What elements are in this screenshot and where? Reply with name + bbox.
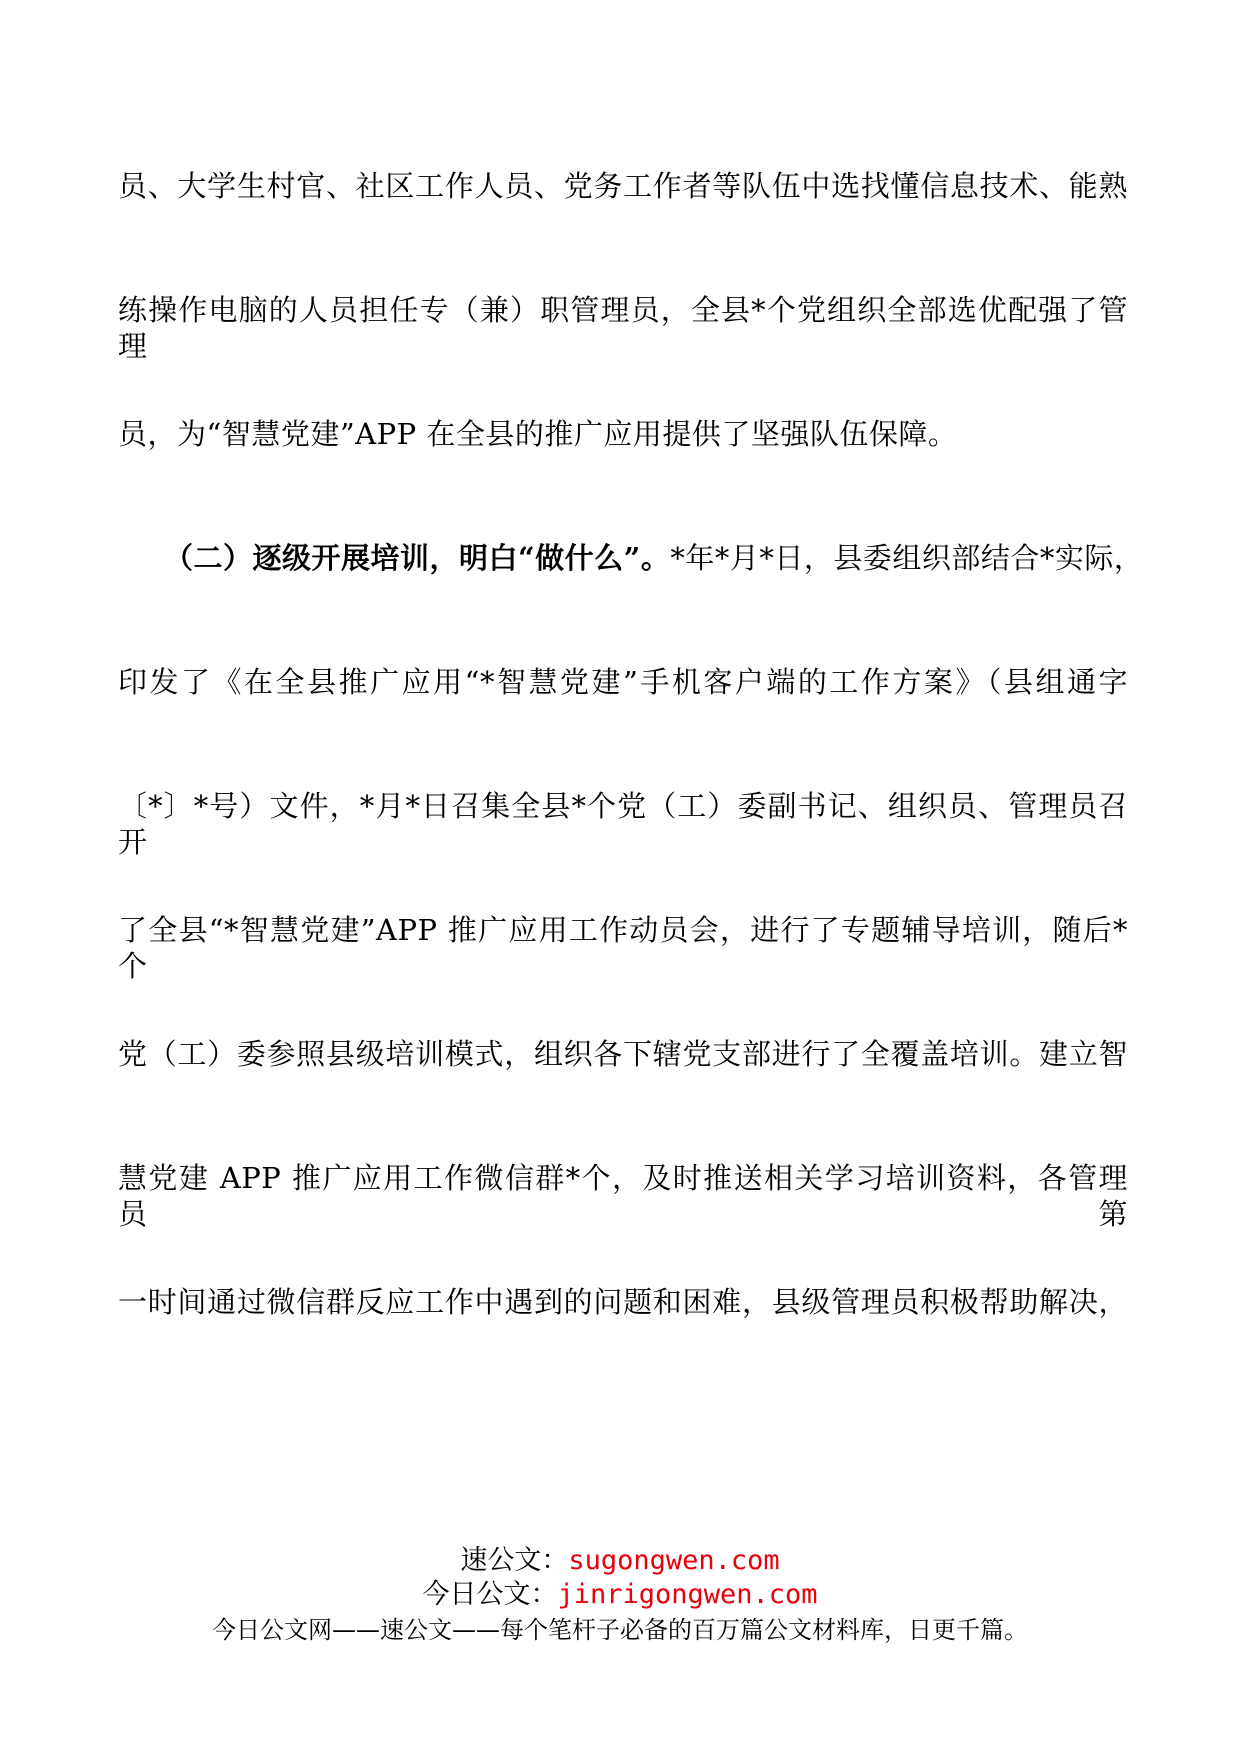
footer-line-jinrigongwen — [0, 1572, 1240, 1611]
footer-brand-label: 今日公文： — [422, 1579, 558, 1610]
section-heading: （二）逐级开展培训，明白“做什么”。 — [164, 541, 671, 575]
paragraph-line: 一时间通过微信群反应工作中遇到的问题和困难，县级管理员积极帮助解决， — [118, 1285, 1128, 1319]
footer-tagline: 今日公文网——速公文——每个笔杆子必备的百万篇公文材料库，日更千篇。 — [212, 1616, 1028, 1644]
footer-brand-label: 速公文： — [460, 1545, 569, 1576]
footer-url-link[interactable]: jinrigongwen.com — [557, 1579, 818, 1610]
section-heading-line — [118, 540, 1144, 664]
document-body — [118, 168, 1144, 1408]
section-heading-rest: *年*月*日，县委组织部结合*实际， — [670, 541, 1144, 575]
paragraph-line: 党（工）委参照县级培训模式，组织各下辖党支部进行了全覆盖培训。建立智 — [118, 1037, 1128, 1071]
paragraph-line: 慧党建 APP 推广应用工作微信群*个，及时推送相关学习培训资料，各管理员第 — [118, 1161, 1128, 1231]
paragraph-line: 练操作电脑的人员担任专（兼）职管理员，全县*个党组织全部选优配强了管理 — [118, 293, 1128, 363]
footer-url-link[interactable]: sugongwen.com — [568, 1545, 780, 1576]
paragraph-line: 员、大学生村官、社区工作人员、党务工作者等队伍中选找懂信息技术、能熟 — [118, 169, 1128, 203]
paragraph-line: 印发了《在全县推广应用“*智慧党建”手机客户端的工作方案》（县组通字 — [118, 665, 1128, 699]
paragraph-line: 了全县“*智慧党建”APP 推广应用工作动员会，进行了专题辅导培训，随后*个 — [118, 913, 1128, 983]
paragraph-line: 员，为“智慧党建”APP 在全县的推广应用提供了坚强队伍保障。 — [118, 417, 958, 451]
paragraph-line: 〔*〕*号）文件，*月*日召集全县*个党（工）委副书记、组织员、管理员召开 — [118, 789, 1128, 859]
